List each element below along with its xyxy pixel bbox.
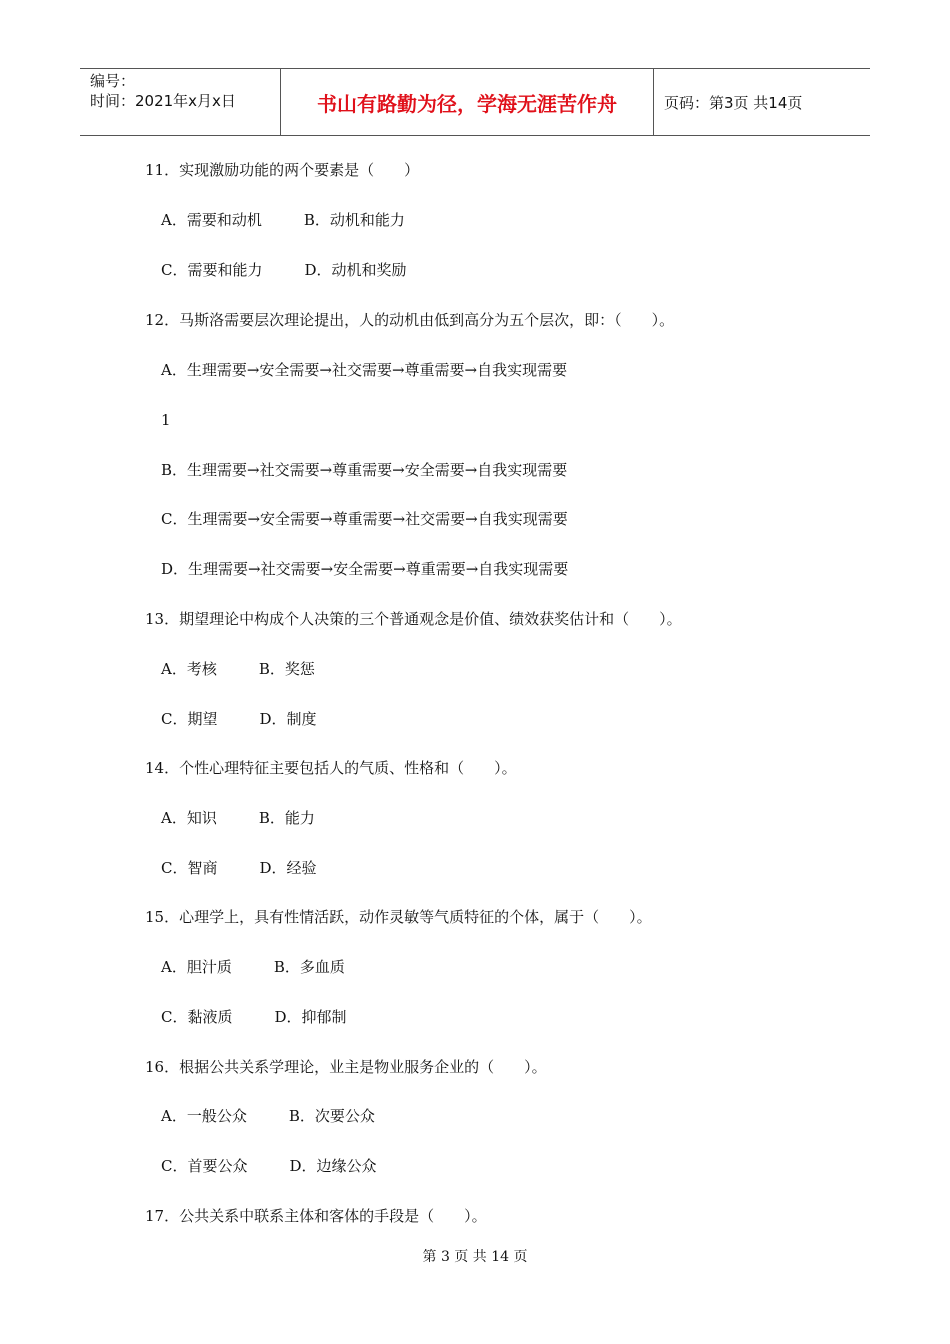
option: A．一般公众 bbox=[161, 1107, 247, 1125]
question-12: 12．马斯洛需要层次理论提出，人的动机由低到高分为五个层次，即：（ ）。 bbox=[145, 311, 675, 329]
option: D．抑郁制 bbox=[274, 1008, 347, 1026]
option: C．需要和能力 bbox=[161, 261, 263, 279]
options-row bbox=[161, 808, 315, 828]
options-row bbox=[161, 260, 407, 280]
question-13: 13．期望理论中构成个人决策的三个普通观念是价值、绩效获奖估计和（ ）。 bbox=[145, 610, 682, 628]
option: C．生理需要→安全需要→尊重需要→社交需要→自我实现需要 bbox=[161, 510, 568, 528]
option: A．知识 bbox=[161, 809, 217, 827]
option: D．生理需要→社交需要→安全需要→尊重需要→自我实现需要 bbox=[161, 560, 569, 578]
header-page-info: 页码：第3页 共14页 bbox=[664, 93, 803, 112]
options-row bbox=[161, 1106, 375, 1126]
page-header bbox=[80, 68, 870, 136]
option: B．生理需要→社交需要→尊重需要→安全需要→自我实现需要 bbox=[161, 461, 568, 479]
options-row bbox=[161, 709, 317, 729]
question-11: 11．实现激励功能的两个要素是（ ） bbox=[145, 161, 420, 179]
option: B．能力 bbox=[258, 809, 315, 827]
page-footer: 第 3 页 共 14 页 bbox=[422, 1249, 528, 1265]
option: A．生理需要→安全需要→社交需要→尊重需要→自我实现需要 bbox=[161, 361, 568, 379]
header-motto: 书山有路勤为径，学海无涯苦作舟 bbox=[281, 69, 654, 135]
question-14: 14．个性心理特征主要包括人的气质、性格和（ ）。 bbox=[145, 759, 517, 777]
option: D．经验 bbox=[259, 859, 317, 877]
option: B．动机和能力 bbox=[303, 211, 405, 229]
header-meta bbox=[80, 69, 281, 135]
question-17: 17．公共关系中联系主体和客体的手段是（ ）。 bbox=[145, 1207, 487, 1225]
option: A．需要和动机 bbox=[161, 211, 262, 229]
option: D．制度 bbox=[259, 710, 317, 728]
option: B．次要公众 bbox=[288, 1107, 375, 1125]
option: D．动机和奖励 bbox=[304, 261, 407, 279]
options-row bbox=[161, 1007, 347, 1027]
question-15: 15．心理学上，具有性情活跃，动作灵敏等气质特征的个体，属于（ ）。 bbox=[145, 908, 652, 926]
option: C．期望 bbox=[161, 710, 218, 728]
option: B．多血质 bbox=[273, 958, 345, 976]
option: A．胆汁质 bbox=[161, 958, 232, 976]
option: A．考核 bbox=[161, 660, 217, 678]
option: C．智商 bbox=[161, 859, 218, 877]
number-label: 编号： bbox=[90, 72, 136, 90]
options-row bbox=[161, 1156, 377, 1176]
options-row bbox=[161, 210, 405, 230]
option: B．奖惩 bbox=[258, 660, 315, 678]
option: C．黏液质 bbox=[161, 1008, 233, 1026]
options-row bbox=[161, 659, 315, 679]
option: C．首要公众 bbox=[161, 1157, 248, 1175]
time-label: 时间：2021年x月x日 bbox=[90, 92, 236, 110]
options-row bbox=[161, 957, 345, 977]
options-row bbox=[161, 858, 317, 878]
stray-number: 1 bbox=[161, 411, 171, 429]
question-16: 16．根据公共关系学理论，业主是物业服务企业的（ ）。 bbox=[145, 1058, 547, 1076]
option: D．边缘公众 bbox=[289, 1157, 377, 1175]
